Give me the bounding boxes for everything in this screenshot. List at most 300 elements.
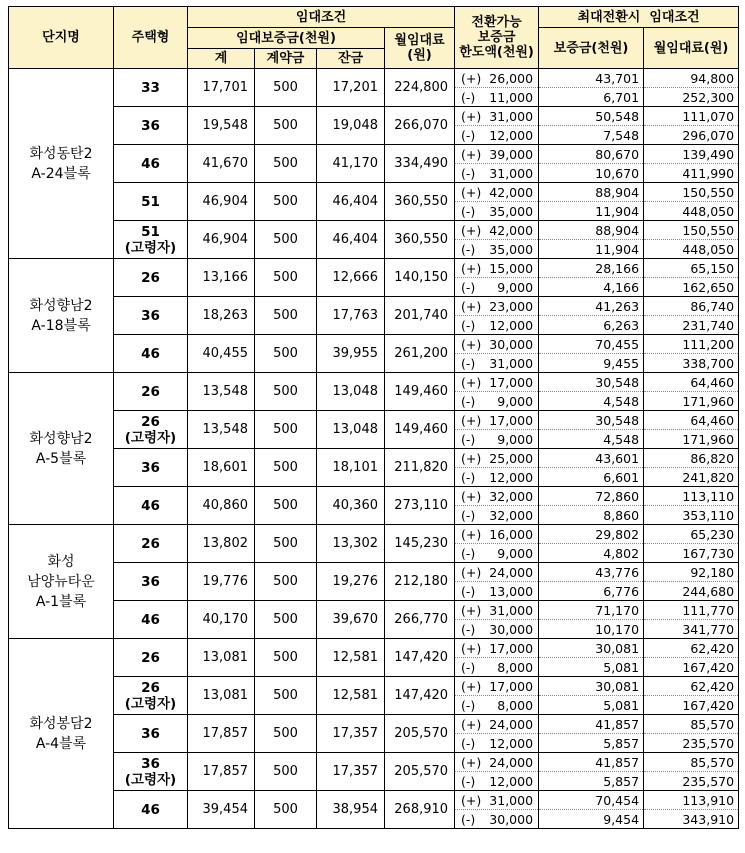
header-conv-rent: 월임대료(원) (644, 28, 739, 69)
deposit-total-cell: 46,904 (188, 221, 255, 259)
house-type-line: 46 (141, 155, 160, 172)
monthly-rent-cell: 360,550 (385, 221, 455, 259)
deposit-total-cell: 17,857 (188, 715, 255, 753)
down-payment-cell: 500 (255, 449, 317, 487)
house-type-line: 36 (141, 725, 160, 742)
conversion-sign: (+) (461, 70, 482, 86)
conversion-limit-value: 12,000 (489, 773, 534, 789)
converted-deposit-cell: 70,455 (539, 335, 644, 354)
house-type-cell (114, 411, 188, 449)
convertible-limit-cell (455, 240, 539, 259)
convertible-limit-cell (455, 107, 539, 126)
converted-rent-cell: 167,420 (644, 696, 739, 715)
convertible-limit-cell (455, 563, 539, 582)
convertible-limit-cell (455, 145, 539, 164)
converted-deposit-cell: 11,904 (539, 240, 644, 259)
header-monthly-rent-line: (원) (407, 48, 432, 63)
deposit-total-cell: 40,455 (188, 335, 255, 373)
balance-cell: 12,666 (317, 259, 385, 297)
complex-name-line: 화성향남2 (29, 297, 93, 314)
balance-cell: 38,954 (317, 791, 385, 829)
house-type-line: 33 (141, 79, 160, 96)
conversion-sign: (-) (461, 393, 476, 409)
table-row (9, 791, 739, 810)
balance-cell: 46,404 (317, 183, 385, 221)
house-type-line: 36 (141, 573, 160, 590)
conversion-limit-value: 32,000 (489, 488, 534, 504)
converted-deposit-cell: 9,454 (539, 810, 644, 829)
house-type-cell (114, 525, 188, 563)
monthly-rent-cell: 205,570 (385, 715, 455, 753)
table-row (9, 411, 739, 430)
down-payment-cell: 500 (255, 525, 317, 563)
converted-rent-cell: 86,740 (644, 297, 739, 316)
table-row (9, 373, 739, 392)
conversion-limit-value: 39,000 (489, 146, 534, 162)
converted-rent-cell: 62,420 (644, 677, 739, 696)
converted-rent-cell: 296,070 (644, 126, 739, 145)
house-type-cell (114, 639, 188, 677)
complex-name-line: 화성봉담2 (29, 715, 93, 732)
converted-deposit-cell: 6,701 (539, 88, 644, 107)
converted-deposit-cell: 6,601 (539, 468, 644, 487)
converted-rent-cell: 85,570 (644, 715, 739, 734)
table-row (9, 183, 739, 202)
house-type-line: (고령자) (124, 771, 177, 788)
convertible-limit-cell (455, 791, 539, 810)
converted-rent-cell: 111,200 (644, 335, 739, 354)
converted-rent-cell: 111,770 (644, 601, 739, 620)
conversion-limit-value: 42,000 (489, 184, 534, 200)
house-type-cell (114, 69, 188, 107)
header-house-type: 주택형 (114, 7, 188, 69)
down-payment-cell: 500 (255, 183, 317, 221)
conversion-limit-value: 24,000 (489, 564, 534, 580)
house-type-cell (114, 107, 188, 145)
convertible-limit-cell (455, 392, 539, 411)
down-payment-cell: 500 (255, 753, 317, 791)
deposit-total-cell: 18,263 (188, 297, 255, 335)
header-total: 계 (188, 49, 255, 69)
monthly-rent-cell: 261,200 (385, 335, 455, 373)
conversion-limit-value: 12,000 (489, 469, 534, 485)
conversion-limit-value: 26,000 (489, 70, 534, 86)
conversion-limit-value: 30,000 (489, 811, 534, 827)
table-header (9, 7, 739, 69)
house-type-line: 36 (141, 755, 160, 772)
header-lease-terms: 임대조건 (188, 7, 455, 28)
house-type-line: 51 (141, 223, 160, 240)
conversion-sign: (+) (461, 260, 482, 276)
conversion-limit-value: 30,000 (489, 621, 534, 637)
monthly-rent-cell: 360,550 (385, 183, 455, 221)
conversion-sign: (-) (461, 507, 476, 523)
monthly-rent-cell: 140,150 (385, 259, 455, 297)
down-payment-cell: 500 (255, 107, 317, 145)
conversion-limit-value: 12,000 (489, 735, 534, 751)
converted-rent-cell: 139,490 (644, 145, 739, 164)
deposit-total-cell: 41,670 (188, 145, 255, 183)
monthly-rent-cell: 149,460 (385, 373, 455, 411)
header-balance: 잔금 (317, 49, 385, 69)
table-row (9, 449, 739, 468)
conversion-limit-value: 15,000 (489, 260, 534, 276)
balance-cell: 39,955 (317, 335, 385, 373)
table-row (9, 715, 739, 734)
conversion-sign: (-) (461, 355, 476, 371)
complex-name-cell (9, 525, 114, 639)
converted-deposit-cell: 10,670 (539, 164, 644, 183)
convertible-limit-cell (455, 335, 539, 354)
convertible-limit-cell (455, 202, 539, 221)
converted-rent-cell: 86,820 (644, 449, 739, 468)
balance-cell: 18,101 (317, 449, 385, 487)
down-payment-cell: 500 (255, 221, 317, 259)
table-row (9, 639, 739, 658)
header-monthly-rent-line: 월임대료 (394, 33, 445, 48)
down-payment-cell: 500 (255, 69, 317, 107)
convertible-limit-cell (455, 278, 539, 297)
house-type-cell (114, 715, 188, 753)
convertible-limit-cell (455, 772, 539, 791)
complex-name-line: A-1블록 (35, 593, 87, 610)
convertible-limit-cell (455, 620, 539, 639)
complex-name-line: A-5블록 (35, 450, 87, 467)
header-down-payment: 계약금 (255, 49, 317, 69)
house-type-line: 36 (141, 117, 160, 134)
monthly-rent-cell: 149,460 (385, 411, 455, 449)
converted-deposit-cell: 4,166 (539, 278, 644, 297)
conversion-sign: (-) (461, 127, 476, 143)
monthly-rent-cell: 212,180 (385, 563, 455, 601)
convertible-limit-cell (455, 411, 539, 430)
converted-deposit-cell: 5,857 (539, 772, 644, 791)
house-type-cell (114, 335, 188, 373)
conversion-limit-value: 24,000 (489, 716, 534, 732)
converted-deposit-cell: 5,081 (539, 696, 644, 715)
convertible-limit-cell (455, 506, 539, 525)
conversion-limit-value: 17,000 (489, 678, 534, 694)
complex-name-line: 화성향남2 (29, 430, 93, 447)
complex-name-line: A-24블록 (31, 165, 91, 182)
conversion-limit-value: 31,000 (489, 165, 534, 181)
table-row (9, 335, 739, 354)
down-payment-cell: 500 (255, 145, 317, 183)
conversion-limit-value: 8,000 (497, 697, 534, 713)
converted-rent-cell: 65,230 (644, 525, 739, 544)
balance-cell: 17,763 (317, 297, 385, 335)
deposit-total-cell: 13,081 (188, 677, 255, 715)
monthly-rent-cell: 147,420 (385, 639, 455, 677)
conversion-sign: (+) (461, 678, 482, 694)
deposit-total-cell: 19,548 (188, 107, 255, 145)
house-type-cell (114, 449, 188, 487)
down-payment-cell: 500 (255, 563, 317, 601)
converted-deposit-cell: 43,701 (539, 69, 644, 88)
converted-rent-cell: 341,770 (644, 620, 739, 639)
conversion-sign: (+) (461, 792, 482, 808)
lease-conditions-table (8, 6, 739, 829)
deposit-total-cell: 46,904 (188, 183, 255, 221)
converted-deposit-cell: 43,601 (539, 449, 644, 468)
converted-rent-cell: 111,070 (644, 107, 739, 126)
header-convertible-limit-line: 한도액(천원) (459, 45, 534, 60)
converted-deposit-cell: 30,081 (539, 639, 644, 658)
conversion-limit-value: 42,000 (489, 222, 534, 238)
table-row (9, 145, 739, 164)
converted-rent-cell: 448,050 (644, 202, 739, 221)
converted-rent-cell: 162,650 (644, 278, 739, 297)
conversion-sign: (+) (461, 222, 482, 238)
down-payment-cell: 500 (255, 715, 317, 753)
conversion-sign: (-) (461, 697, 476, 713)
conversion-sign: (-) (461, 241, 476, 257)
converted-deposit-cell: 43,776 (539, 563, 644, 582)
header-deposit-group: 임대보증금(천원) (188, 28, 385, 49)
table-row (9, 69, 739, 88)
complex-name-line: 남양뉴타운 (27, 573, 95, 590)
conversion-sign: (+) (461, 640, 482, 656)
conversion-sign: (+) (461, 298, 482, 314)
convertible-limit-cell (455, 753, 539, 772)
converted-deposit-cell: 29,802 (539, 525, 644, 544)
convertible-limit-cell (455, 677, 539, 696)
convertible-limit-cell (455, 582, 539, 601)
conversion-sign: (+) (461, 602, 482, 618)
conversion-limit-value: 35,000 (489, 241, 534, 257)
converted-rent-cell: 92,180 (644, 563, 739, 582)
conversion-sign: (-) (461, 659, 476, 675)
conversion-sign: (+) (461, 526, 482, 542)
conversion-sign: (-) (461, 89, 476, 105)
conversion-limit-value: 9,000 (497, 279, 534, 295)
converted-deposit-cell: 4,548 (539, 430, 644, 449)
house-type-line: 26 (141, 649, 160, 666)
converted-deposit-cell: 8,860 (539, 506, 644, 525)
conversion-limit-value: 16,000 (489, 526, 534, 542)
converted-deposit-cell: 70,454 (539, 791, 644, 810)
table-row (9, 563, 739, 582)
conversion-sign: (+) (461, 146, 482, 162)
convertible-limit-cell (455, 221, 539, 240)
converted-rent-cell: 150,550 (644, 221, 739, 240)
header-conv-deposit: 보증금(천원) (539, 28, 644, 69)
converted-deposit-cell: 72,860 (539, 487, 644, 506)
house-type-line: 26 (141, 269, 160, 286)
converted-deposit-cell: 4,802 (539, 544, 644, 563)
complex-name-cell (9, 373, 114, 525)
convertible-limit-cell (455, 601, 539, 620)
table-row (9, 259, 739, 278)
conversion-sign: (-) (461, 431, 476, 447)
down-payment-cell: 500 (255, 487, 317, 525)
down-payment-cell: 500 (255, 601, 317, 639)
conversion-sign: (-) (461, 583, 476, 599)
converted-deposit-cell: 9,455 (539, 354, 644, 373)
house-type-line: 26 (141, 413, 160, 430)
convertible-limit-cell (455, 639, 539, 658)
convertible-limit-cell (455, 468, 539, 487)
converted-rent-cell: 167,420 (644, 658, 739, 677)
conversion-limit-value: 17,000 (489, 374, 534, 390)
convertible-limit-cell (455, 88, 539, 107)
converted-rent-cell: 64,460 (644, 373, 739, 392)
converted-deposit-cell: 11,904 (539, 202, 644, 221)
house-type-cell (114, 145, 188, 183)
table-row (9, 677, 739, 696)
converted-rent-cell: 231,740 (644, 316, 739, 335)
converted-deposit-cell: 41,857 (539, 753, 644, 772)
converted-rent-cell: 64,460 (644, 411, 739, 430)
convertible-limit-cell (455, 544, 539, 563)
converted-deposit-cell: 6,776 (539, 582, 644, 601)
conversion-limit-value: 17,000 (489, 412, 534, 428)
house-type-cell (114, 221, 188, 259)
convertible-limit-cell (455, 316, 539, 335)
conversion-sign: (+) (461, 488, 482, 504)
deposit-total-cell: 13,166 (188, 259, 255, 297)
deposit-total-cell: 19,776 (188, 563, 255, 601)
converted-deposit-cell: 41,263 (539, 297, 644, 316)
conversion-limit-value: 31,000 (489, 108, 534, 124)
house-type-cell (114, 601, 188, 639)
converted-deposit-cell: 5,857 (539, 734, 644, 753)
converted-deposit-cell: 88,904 (539, 183, 644, 202)
convertible-limit-cell (455, 373, 539, 392)
converted-deposit-cell: 41,857 (539, 715, 644, 734)
down-payment-cell: 500 (255, 639, 317, 677)
converted-rent-cell: 448,050 (644, 240, 739, 259)
converted-rent-cell: 353,110 (644, 506, 739, 525)
house-type-line: (고령자) (124, 695, 177, 712)
conversion-sign: (-) (461, 317, 476, 333)
convertible-limit-cell (455, 487, 539, 506)
house-type-cell (114, 563, 188, 601)
house-type-cell (114, 753, 188, 791)
conversion-limit-value: 11,000 (489, 89, 534, 105)
balance-cell: 17,201 (317, 69, 385, 107)
monthly-rent-cell: 201,740 (385, 297, 455, 335)
convertible-limit-cell (455, 449, 539, 468)
convertible-limit-cell (455, 297, 539, 316)
conversion-limit-value: 31,000 (489, 602, 534, 618)
balance-cell: 13,048 (317, 373, 385, 411)
conversion-limit-value: 17,000 (489, 640, 534, 656)
convertible-limit-cell (455, 658, 539, 677)
convertible-limit-cell (455, 69, 539, 88)
table-row (9, 221, 739, 240)
conversion-sign: (-) (461, 279, 476, 295)
balance-cell: 19,048 (317, 107, 385, 145)
monthly-rent-cell: 268,910 (385, 791, 455, 829)
house-type-cell (114, 487, 188, 525)
balance-cell: 12,581 (317, 639, 385, 677)
conversion-sign: (+) (461, 336, 482, 352)
conversion-limit-value: 30,000 (489, 336, 534, 352)
monthly-rent-cell: 147,420 (385, 677, 455, 715)
conversion-sign: (-) (461, 735, 476, 751)
converted-deposit-cell: 4,548 (539, 392, 644, 411)
deposit-total-cell: 13,548 (188, 411, 255, 449)
house-type-line: 26 (141, 383, 160, 400)
convertible-limit-cell (455, 525, 539, 544)
monthly-rent-cell: 334,490 (385, 145, 455, 183)
converted-deposit-cell: 7,548 (539, 126, 644, 145)
monthly-rent-cell: 145,230 (385, 525, 455, 563)
balance-cell: 12,581 (317, 677, 385, 715)
balance-cell: 41,170 (317, 145, 385, 183)
conversion-limit-value: 31,000 (489, 355, 534, 371)
deposit-total-cell: 40,860 (188, 487, 255, 525)
conversion-sign: (+) (461, 450, 482, 466)
conversion-sign: (+) (461, 564, 482, 580)
conversion-sign: (+) (461, 184, 482, 200)
converted-deposit-cell: 88,904 (539, 221, 644, 240)
converted-deposit-cell: 80,670 (539, 145, 644, 164)
complex-name-cell (9, 69, 114, 259)
house-type-line: 46 (141, 801, 160, 818)
converted-deposit-cell: 6,263 (539, 316, 644, 335)
down-payment-cell: 500 (255, 791, 317, 829)
complex-name-line: 화성동탄2 (29, 145, 93, 162)
house-type-line: 36 (141, 307, 160, 324)
conversion-limit-value: 23,000 (489, 298, 534, 314)
converted-deposit-cell: 10,170 (539, 620, 644, 639)
balance-cell: 46,404 (317, 221, 385, 259)
balance-cell: 19,276 (317, 563, 385, 601)
conversion-sign: (-) (461, 773, 476, 789)
balance-cell: 40,360 (317, 487, 385, 525)
deposit-total-cell: 13,081 (188, 639, 255, 677)
converted-rent-cell: 113,910 (644, 791, 739, 810)
header-complex: 단지명 (9, 7, 114, 69)
balance-cell: 17,357 (317, 753, 385, 791)
converted-rent-cell: 65,150 (644, 259, 739, 278)
header-max-conversion: 최대전환시 임대조건 (539, 7, 739, 28)
house-type-cell (114, 373, 188, 411)
table-row (9, 525, 739, 544)
conversion-limit-value: 25,000 (489, 450, 534, 466)
convertible-limit-cell (455, 354, 539, 373)
complex-name-line: A-18블록 (31, 317, 91, 334)
header-convertible-limit-line: 보증금 (477, 30, 516, 45)
monthly-rent-cell: 273,110 (385, 487, 455, 525)
converted-rent-cell: 167,730 (644, 544, 739, 563)
deposit-total-cell: 13,548 (188, 373, 255, 411)
conversion-sign: (+) (461, 374, 482, 390)
conversion-sign: (-) (461, 469, 476, 485)
table-row (9, 297, 739, 316)
monthly-rent-cell: 266,070 (385, 107, 455, 145)
convertible-limit-cell (455, 430, 539, 449)
monthly-rent-cell: 266,770 (385, 601, 455, 639)
house-type-line: 46 (141, 611, 160, 628)
monthly-rent-cell: 224,800 (385, 69, 455, 107)
conversion-sign: (-) (461, 811, 476, 827)
converted-rent-cell: 343,910 (644, 810, 739, 829)
balance-cell: 13,048 (317, 411, 385, 449)
converted-deposit-cell: 30,548 (539, 411, 644, 430)
deposit-total-cell: 17,701 (188, 69, 255, 107)
conversion-limit-value: 35,000 (489, 203, 534, 219)
conversion-limit-value: 12,000 (489, 317, 534, 333)
house-type-line: 26 (141, 535, 160, 552)
converted-rent-cell: 338,700 (644, 354, 739, 373)
converted-rent-cell: 241,820 (644, 468, 739, 487)
converted-deposit-cell: 28,166 (539, 259, 644, 278)
down-payment-cell: 500 (255, 411, 317, 449)
converted-rent-cell: 85,570 (644, 753, 739, 772)
